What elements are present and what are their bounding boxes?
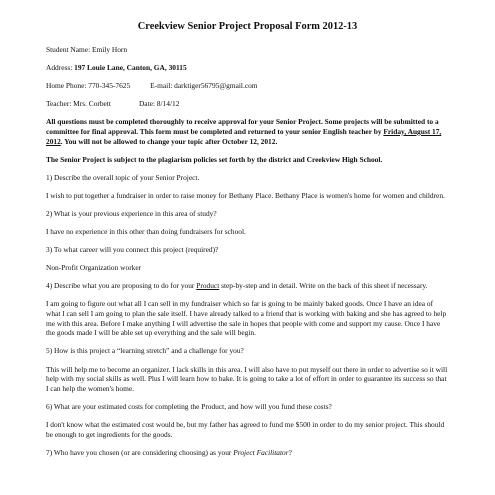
question-4-product: Product <box>196 281 220 291</box>
question-6: 6) What are your estimated costs for completing the Product, and how will you fund these costs? <box>46 402 332 412</box>
answer-2: I have no experience in this other than doing fundraisers for school. <box>46 226 246 236</box>
student-name: Student Name: Emily Horn <box>46 44 128 54</box>
address-value: 197 Louie Lane, Canton, GA, 30115 <box>74 62 187 72</box>
question-5: 5) How is this project a “learning stretch” and a challenge for you? <box>46 346 244 356</box>
home-phone: Home Phone: 770-345-7625 <box>46 80 131 90</box>
teacher: Teacher: Mrs. Corbett <box>46 98 111 108</box>
email: E-mail: darktiger56795@gmail.com <box>150 80 258 90</box>
question-1: 1) Describe the overall topic of your Senior Project. <box>46 172 200 182</box>
address-label: Address: <box>46 62 75 72</box>
address-line <box>46 63 449 73</box>
question-7 <box>46 448 449 458</box>
question-4-part1: 4) Describe what you are proposing to do for your <box>46 281 197 291</box>
instructions-part2: . You will not be allowed to change your topic after October 12, 2012. <box>60 136 278 146</box>
plagiarism-notice: The Senior Project is subject to the plagiarism policies set forth by the district and Creekview High School. <box>46 154 383 164</box>
question-7-facilitator: Project Facilitator <box>233 447 289 457</box>
answer-5: This will help me to become an organizer. I lack skills in this area. I will also have to put myself out there in order to advertise so it will help with my social skills as well. Plus I will learn how to bake. It is going to take a lot of effort in order to guarantee its success so that I can help the women's home. <box>46 364 448 394</box>
question-7-part1: 7) Who have you chosen (or are considering choosing) as your <box>46 447 234 457</box>
question-4-part2: step-by-step and in detail. Write on the back of this sheet if necessary. <box>219 281 428 291</box>
answer-1: I wish to put together a fundraiser in order to raise money for Bethany Place. Bethany Place is women's home for women and children. <box>46 190 445 200</box>
instructions-deadline: Friday, August 17, 2012 <box>46 126 442 146</box>
question-3: 3) To what career will you connect this project (required)? <box>46 244 219 254</box>
question-2: 2) What is your previous experience in this area of study? <box>46 208 217 218</box>
form-title: Creekview Senior Project Proposal Form 2012-13 <box>137 21 358 32</box>
date: Date: 8/14/12 <box>138 98 180 108</box>
question-7-part2: ? <box>288 447 292 457</box>
question-4 <box>46 281 449 291</box>
answer-6: I don't know what the estimated cost would be, but my father has agreed to fund me $500 in order to do my senior project. This should be enough to get ingredients for the goods. <box>46 420 445 439</box>
answer-3: Non-Profit Organization worker <box>46 262 142 272</box>
phone-email-line <box>46 81 449 91</box>
teacher-date-line <box>46 99 449 109</box>
instructions-paragraph <box>46 117 449 146</box>
answer-4: I am going to figure out what all I can sell in my fundraiser which so far is going to be mainly baked goods. Once I have an idea of what I can sell I am going to plan the sale itself. I have already talked to a friend that is working with baking and she has agreed to help me with this area. Before I make anything I will advertise the sale in hopes that people with come and support my cause. Once I have the goods made I will be able set up everything and the sale will begin. <box>46 299 447 338</box>
instructions-part1: All questions must be completed thoroughly to receive approval for your Senior Project. Some projects will be submitted to a committee for final approval. This form must be completed and returned to your senior English teacher by <box>46 116 439 136</box>
student-name-line <box>46 45 449 55</box>
